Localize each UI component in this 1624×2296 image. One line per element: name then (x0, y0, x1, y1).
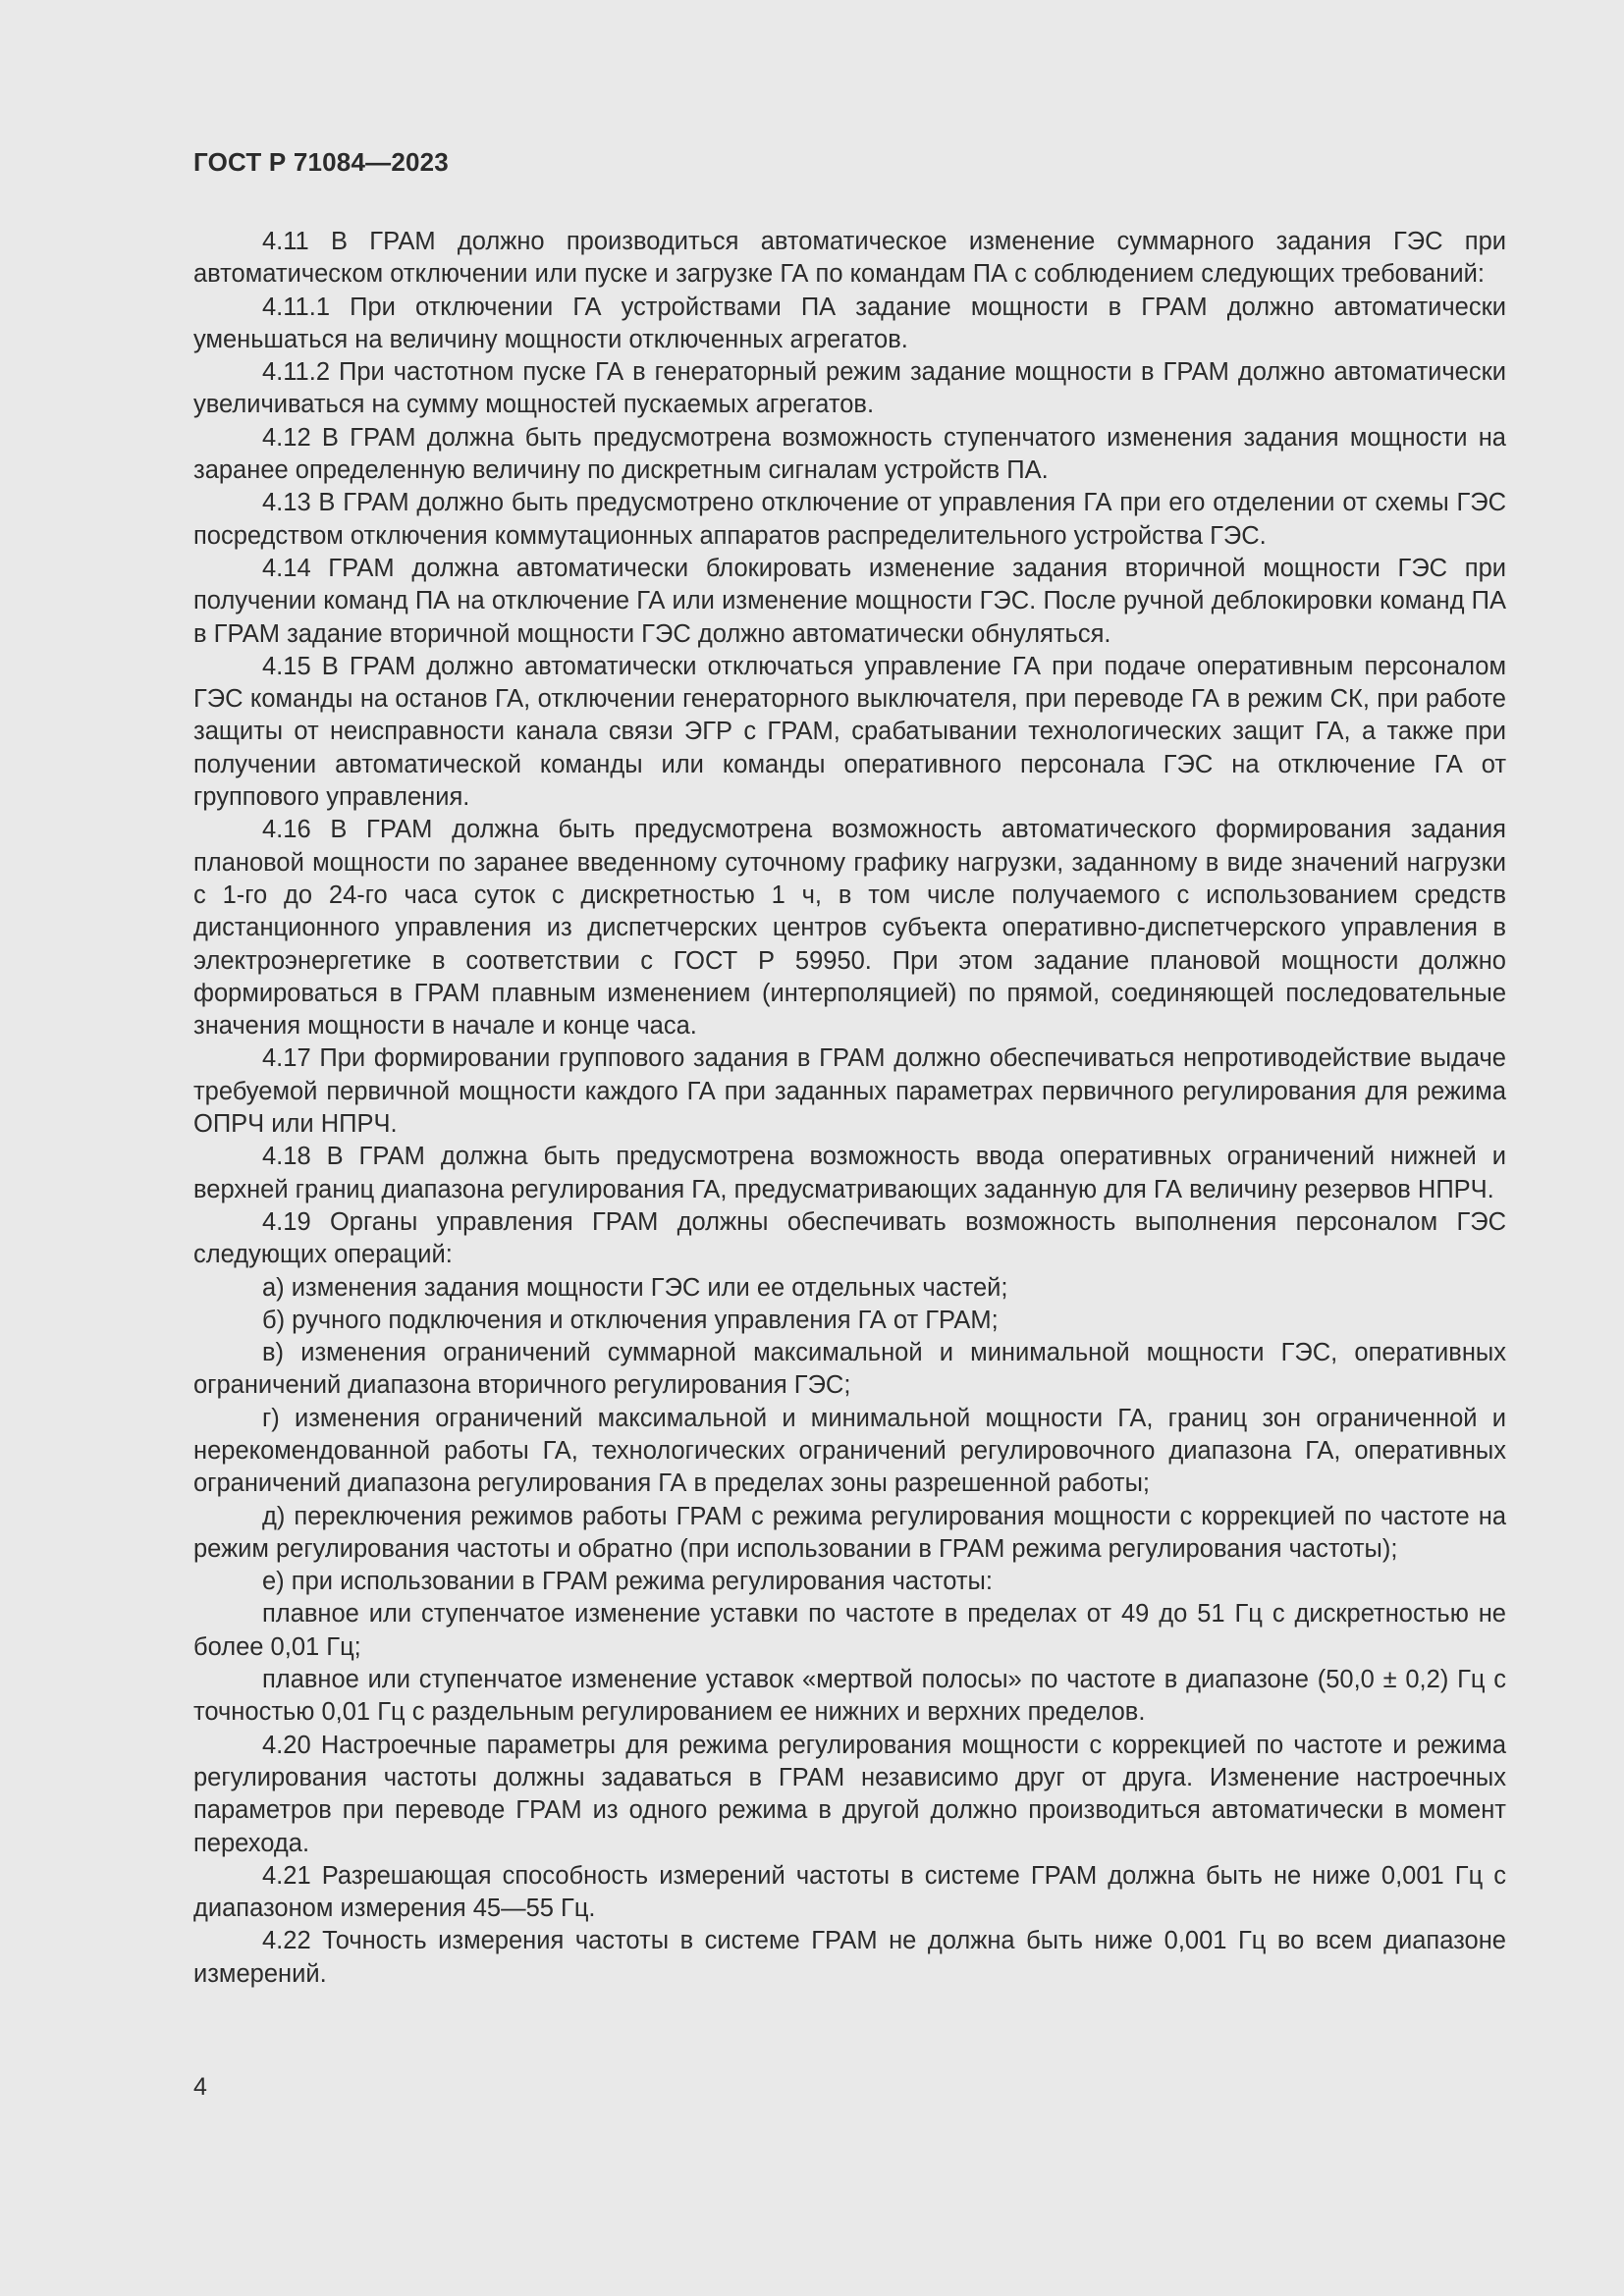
document-body (193, 226, 1506, 1991)
paragraph: а) изменения задания мощности ГЭС или ее отдельных частей; (262, 1273, 1008, 1302)
paragraph: 4.12 В ГРАМ должна быть предусмотрена возможность ступенчатого изменения задания мощности на заранее определенную величину по дискретным сигналам устройств ПА. (193, 423, 1506, 485)
paragraph: в) изменения ограничений суммарной максимальной и минимальной мощности ГЭС, оперативных ограничений диапазона вторичного регулирования ГЭС; (193, 1339, 1506, 1400)
paragraph: б) ручного подключения и отключения управления ГА от ГРАМ; (262, 1306, 999, 1334)
paragraph: е) при использовании в ГРАМ режима регулирования частоты: (262, 1568, 993, 1596)
paragraph: 4.11.2 При частотном пуске ГА в генераторный режим задание мощности в ГРАМ должно автоматически увеличиваться на сумму мощностей пускаемых агрегатов. (193, 358, 1506, 419)
paragraph: д) переключения режимов работы ГРАМ с режима регулирования мощности с коррекцией по частоте на режим регулирования частоты и обратно (при использовании в ГРАМ режима регулирования частоты); (193, 1502, 1506, 1563)
paragraph: 4.15 В ГРАМ должно автоматически отключаться управление ГА при подаче оперативным персоналом ГЭС команды на останов ГА, отключении генераторного выключателя, при переводе ГА в режим СК, при работе защиты от неисправности канала связи ЭГР с ГРАМ, срабатывании технологических защит ГА, а также при получении автоматической команды или команды оперативного персонала ГЭС на отключение ГА от группового управления. (193, 652, 1506, 812)
paragraph: 4.13 В ГРАМ должно быть предусмотрено отключение от управления ГА при его отделении от схемы ГЭС посредством отключения коммутационных аппаратов распределительного устройства ГЭС. (193, 489, 1506, 550)
paragraph: 4.19 Органы управления ГРАМ должны обеспечивать возможность выполнения персоналом ГЭС следующих операций: (193, 1207, 1506, 1269)
paragraph: 4.14 ГРАМ должна автоматически блокировать изменение задания вторичной мощности ГЭС при получении команд ПА на отключение ГА или изменение мощности ГЭС. После ручной деблокировки команд ПА в ГРАМ задание вторичной мощности ГЭС должно автоматически обнуляться. (193, 554, 1506, 648)
paragraph: плавное или ступенчатое изменение уставки по частоте в пределах от 49 до 51 Гц с дискретностью не более 0,01 Гц; (193, 1600, 1506, 1661)
paragraph: 4.16 В ГРАМ должна быть предусмотрена возможность автоматического формирования задания плановой мощности по заранее введенному суточному графику нагрузки, заданному в виде значений нагрузки с 1-го до 24-го часа суток с дискретностью 1 ч, в том числе получаемого с использованием средств дистанционного управления из диспетчерских центров субъекта оперативно-диспетчерского управления в электроэнергетике в соответствии с ГОСТ Р 59950. При этом задание плановой мощности должно формироваться в ГРАМ плавным изменением (интерполяцией) по прямой, соединяющей последовательные значения мощности в начале и конце часа. (193, 816, 1506, 1041)
paragraph: 4.22 Точность измерения частоты в системе ГРАМ не должна быть ниже 0,001 Гц во всем диапазоне измерений. (193, 1927, 1506, 1988)
paragraph: 4.17 При формировании группового задания в ГРАМ должно обеспечиваться непротиводействие выдаче требуемой первичной мощности каждого ГА при заданных параметрах первичного регулирования для режима ОПРЧ или НПРЧ. (193, 1044, 1506, 1139)
document-header: ГОСТ Р 71084—2023 (193, 147, 449, 177)
paragraph: 4.20 Настроечные параметры для режима регулирования мощности с коррекцией по частоте и режима регулирования частоты должны задаваться в ГРАМ независимо друг от друга. Изменение настроечных параметров при переводе ГРАМ из одного режима в другой должно производиться автоматически в момент перехода. (193, 1731, 1506, 1857)
paragraph: 4.18 В ГРАМ должна быть предусмотрена возможность ввода оперативных ограничений нижней и верхней границ диапазона регулирования ГА, предусматривающих заданную для ГА величину резервов НПРЧ. (193, 1143, 1506, 1203)
paragraph: 4.11.1 При отключении ГА устройствами ПА задание мощности в ГРАМ должно автоматически уменьшаться на величину мощности отключенных агрегатов. (193, 293, 1506, 353)
paragraph: плавное или ступенчатое изменение уставок «мертвой полосы» по частоте в диапазоне (50,0 ± 0,2) Гц с точностью 0,01 Гц с раздельным регулированием ее нижних и верхних пределов. (193, 1666, 1506, 1727)
paragraph: г) изменения ограничений максимальной и минимальной мощности ГА, границ зон ограниченной и нерекомендованной работы ГА, технологических ограничений регулировочного диапазона ГА, оперативных ограничений диапазона регулирования ГА в пределах зоны разрешенной работы; (193, 1404, 1506, 1498)
paragraph: 4.21 Разрешающая способность измерений частоты в системе ГРАМ должна быть не ниже 0,001 Гц с диапазоном измерения 45—55 Гц. (193, 1861, 1506, 1923)
paragraph: 4.11 В ГРАМ должно производиться автоматическое изменение суммарного задания ГЭС при автоматическом отключении или пуске и загрузке ГА по командам ПА с соблюдением следующих требований: (193, 228, 1506, 289)
page-number: 4 (193, 2073, 207, 2101)
